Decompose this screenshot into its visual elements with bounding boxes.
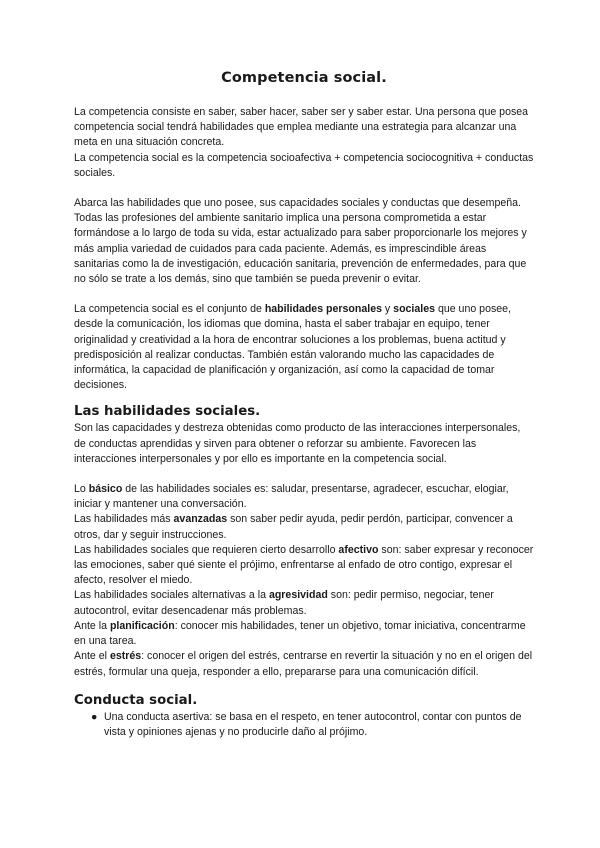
bold-text: estrés [109, 650, 142, 663]
text-run: : conocer mis habilidades, tener un objetivo, tomar iniciativa, concentrarme en una tarea. [74, 619, 526, 648]
paragraph-gap [74, 181, 534, 196]
bold-text: planificación [109, 619, 175, 632]
habilidades-planificacion [74, 619, 534, 649]
text-run: Las habilidades sociales alternativas a la [74, 589, 269, 602]
text-run: : conocer el origen del estrés, centrarse en revertir la situación y no en el origen del estrés, formular una queja, responder a ello, prepararse para una comunicación difícil. [74, 650, 533, 678]
conducta-list [74, 710, 534, 740]
document-page [74, 70, 534, 740]
text-run: Ante el [74, 650, 110, 663]
text-run: que uno posee, desde la comunicación, los idiomas que domina, hasta el saber trabajar en equipo, tener originalidad y creatividad a la hora de encontrar soluciones a los problemas, buena actitud y predisposición al realizar conductas. También están valorando mucho las capacidades de informática, la capacidad de planificación y organización, así como la capacidad de tomar decisiones. [74, 303, 511, 392]
section-heading-conducta: Conducta social. [74, 692, 198, 708]
page-title: Competencia social. [221, 70, 387, 86]
bold-text: afectivo [338, 543, 379, 556]
text-run: Lo [74, 483, 89, 496]
text-run: de las habilidades sociales es: saludar, presentarse, agradecer, escuchar, elogiar, iniciar y mantener una conversación. [74, 483, 509, 511]
habilidades-estres [74, 649, 534, 679]
bold-text: básico [88, 483, 123, 496]
paragraph-gap [74, 467, 534, 482]
text-run: Las habilidades sociales que requieren cierto desarrollo [74, 543, 339, 556]
habilidades-basico [74, 482, 534, 512]
intro-paragraph-3: Abarca las habilidades que uno posee, sus capacidades sociales y conductas que desempeña. Todas las profesiones del ambiente sanitario implica una persona comprometida a estar formándose a lo largo de toda su vida, estar actualizado para saber proporcionarle los mejores y más amplia variedad de cuidados para cada paciente. Además, es imprescindible áreas sanitarias como la de investigación, educación sanitaria, prevención de enfermedades, para que no sólo se trate a los demás, sino que también se pueda prevenir o evitar. [74, 197, 527, 286]
bold-text: avanzadas [173, 513, 228, 526]
habilidades-afectivo [74, 543, 534, 589]
text-run: son saber pedir ayuda, pedir perdón, participar, convencer a otros, dar y seguir instrucciones. [74, 513, 513, 541]
text-run: son: pedir permiso, negociar, tener autocontrol, evitar desencadenar más problemas. [74, 589, 494, 617]
intro-paragraph-4 [74, 302, 534, 393]
paragraph-gap [74, 287, 534, 302]
section-heading-habilidades: Las habilidades sociales. [74, 404, 261, 420]
text-run: Las habilidades más [74, 513, 174, 526]
bold-text: sociales [393, 303, 435, 316]
list-item [91, 710, 534, 740]
bold-text: habilidades personales [264, 303, 382, 316]
list-item-text: Una conducta asertiva: se basa en el respeto, en tener autocontrol, contar con puntos de vista y opiniones ajenas y no producirle daño al prójimo. [104, 710, 522, 738]
bullet-icon: ● [91, 710, 98, 723]
habilidades-avanzadas [74, 512, 534, 542]
text-run: y [381, 303, 394, 316]
habilidades-agresividad [74, 588, 534, 618]
text-run: Ante la [74, 619, 110, 632]
bold-text: agresividad [268, 589, 328, 602]
text-run: son: saber expresar y reconocer las emociones, saber qué siente el prójimo, enfrentarse al enfado de otro contigo, expresar el afecto, resolver el miedo. [74, 543, 534, 587]
text-run: La competencia social es el conjunto de [74, 303, 265, 316]
intro-paragraph-1: La competencia consiste en saber, saber hacer, saber ser y saber estar. Una persona que posea competencia social tendrá habilidades que emplea mediante una estrategia para alcanzar una meta en una situación concreta. [74, 106, 529, 149]
habilidades-paragraph-1: Son las capacidades y destreza obtenidas como producto de las interacciones interpersonales, de conductas aprendidas y sirven para obtener o reforzar su ambiente. Favorecen las interacciones interpersonales y por ello es importante en la competencia social. [74, 422, 521, 465]
intro-paragraph-2: La competencia social es la competencia socioafectiva + competencia sociocognitiva + conductas sociales. [74, 151, 534, 179]
